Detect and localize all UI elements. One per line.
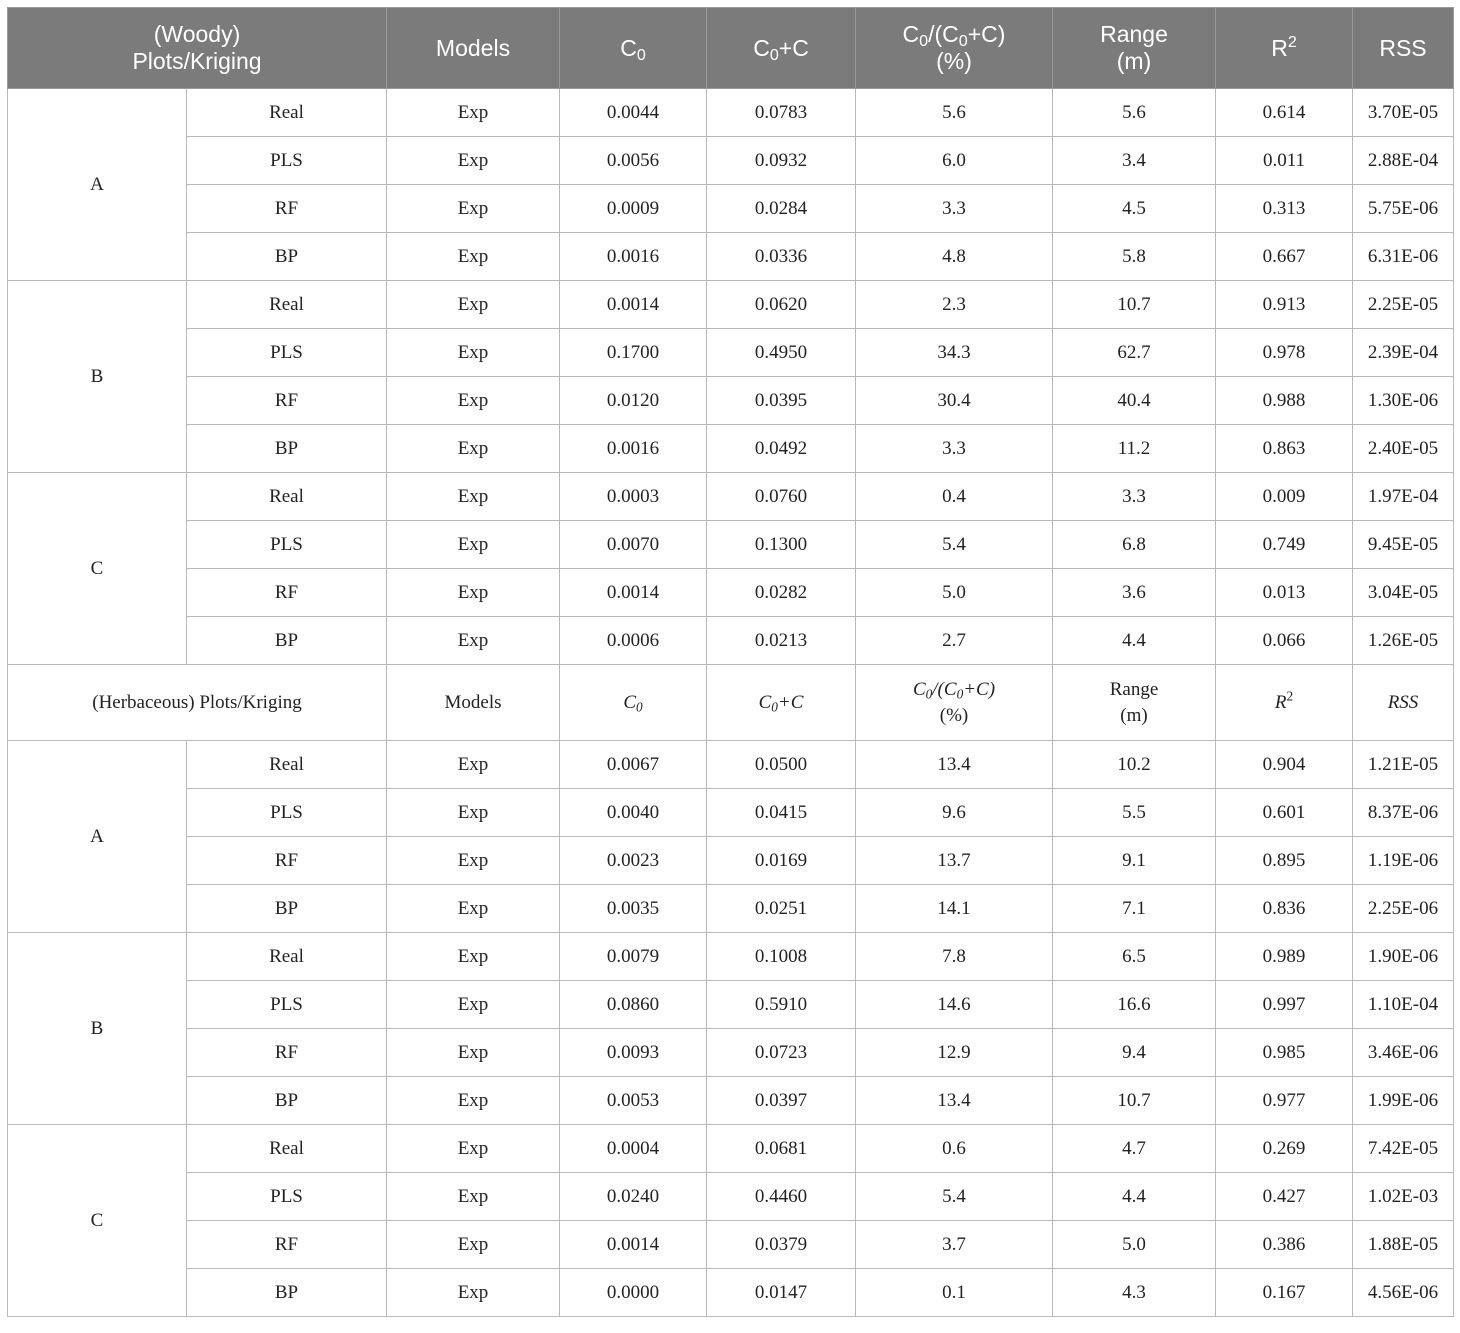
rss-cell: 1.10E-04	[1353, 981, 1454, 1029]
model-cell: Exp	[387, 89, 560, 137]
model-cell: Exp	[387, 185, 560, 233]
c0c-cell: 0.4460	[707, 1173, 856, 1221]
rss-cell: 1.90E-06	[1353, 933, 1454, 981]
model-cell: Exp	[387, 789, 560, 837]
kriging-method-cell: BP	[187, 885, 387, 933]
range-cell: 10.2	[1053, 741, 1216, 789]
table-row	[8, 837, 1454, 885]
plot-label-cell: C	[8, 473, 187, 665]
ratio-cell: 5.4	[856, 521, 1053, 569]
kriging-method-cell: RF	[187, 1221, 387, 1269]
kriging-method-cell: BP	[187, 425, 387, 473]
herb-r2-header: $R^2$	[1216, 665, 1353, 741]
ratio-cell: 5.4	[856, 1173, 1053, 1221]
kriging-method-cell: PLS	[187, 789, 387, 837]
kriging-method-cell: BP	[187, 1077, 387, 1125]
plot-label-cell: B	[8, 281, 187, 473]
r2-cell: 0.989	[1216, 933, 1353, 981]
c0c-cell: 0.0783	[707, 89, 856, 137]
rss-cell: 4.56E-06	[1353, 1269, 1454, 1317]
rss-cell: 1.30E-06	[1353, 377, 1454, 425]
ratio-cell: 0.4	[856, 473, 1053, 521]
r2-cell: 0.386	[1216, 1221, 1353, 1269]
c0-cell: 0.0120	[560, 377, 707, 425]
model-cell: Exp	[387, 377, 560, 425]
rss-cell: 1.99E-06	[1353, 1077, 1454, 1125]
rss-cell: 1.19E-06	[1353, 837, 1454, 885]
range-cell: 5.0	[1053, 1221, 1216, 1269]
table-row	[8, 1269, 1454, 1317]
table-row	[8, 1029, 1454, 1077]
kriging-method-cell: RF	[187, 377, 387, 425]
ratio-cell: 6.0	[856, 137, 1053, 185]
ratio-cell: 13.4	[856, 1077, 1053, 1125]
r2-cell: 0.977	[1216, 1077, 1353, 1125]
range-cell: 4.4	[1053, 617, 1216, 665]
woody-rss-header: RSS	[1353, 8, 1454, 89]
r2-cell: 0.988	[1216, 377, 1353, 425]
rss-cell: 3.04E-05	[1353, 569, 1454, 617]
rss-cell: 2.88E-04	[1353, 137, 1454, 185]
c0c-cell: 0.0932	[707, 137, 856, 185]
table-row	[8, 233, 1454, 281]
range-cell: 40.4	[1053, 377, 1216, 425]
ratio-cell: 2.7	[856, 617, 1053, 665]
table-row	[8, 1173, 1454, 1221]
plot-label-cell: B	[8, 933, 187, 1125]
kriging-method-cell: PLS	[187, 329, 387, 377]
c0-cell: 0.0860	[560, 981, 707, 1029]
table-row	[8, 281, 1454, 329]
range-cell: 3.4	[1053, 137, 1216, 185]
kriging-method-cell: PLS	[187, 521, 387, 569]
rss-cell: 5.75E-06	[1353, 185, 1454, 233]
herb-plots-kriging-header: (Herbaceous) Plots/Kriging	[8, 665, 387, 741]
rss-cell: 1.97E-04	[1353, 473, 1454, 521]
table-row	[8, 933, 1454, 981]
kriging-method-cell: BP	[187, 233, 387, 281]
model-cell: Exp	[387, 1221, 560, 1269]
c0-cell: 0.0079	[560, 933, 707, 981]
range-cell: 5.8	[1053, 233, 1216, 281]
c0c-cell: 0.4950	[707, 329, 856, 377]
r2-cell: 0.667	[1216, 233, 1353, 281]
c0-cell: 0.0000	[560, 1269, 707, 1317]
woody-c0-header: $C_0$	[560, 8, 707, 89]
table-row	[8, 1125, 1454, 1173]
range-cell: 3.6	[1053, 569, 1216, 617]
c0c-cell: 0.0395	[707, 377, 856, 425]
c0c-cell: 0.0282	[707, 569, 856, 617]
table-row	[8, 1077, 1454, 1125]
model-cell: Exp	[387, 569, 560, 617]
c0-cell: 0.0240	[560, 1173, 707, 1221]
c0c-cell: 0.5910	[707, 981, 856, 1029]
plot-label-cell: A	[8, 89, 187, 281]
rss-cell: 2.40E-05	[1353, 425, 1454, 473]
range-cell: 10.7	[1053, 1077, 1216, 1125]
plot-label-cell: C	[8, 1125, 187, 1317]
range-cell: 62.7	[1053, 329, 1216, 377]
model-cell: Exp	[387, 281, 560, 329]
c0-cell: 0.0053	[560, 1077, 707, 1125]
kriging-method-cell: Real	[187, 933, 387, 981]
range-cell: 4.5	[1053, 185, 1216, 233]
r2-cell: 0.066	[1216, 617, 1353, 665]
model-cell: Exp	[387, 1029, 560, 1077]
r2-cell: 0.269	[1216, 1125, 1353, 1173]
model-cell: Exp	[387, 1173, 560, 1221]
c0c-cell: 0.0379	[707, 1221, 856, 1269]
kriging-method-cell: PLS	[187, 1173, 387, 1221]
r2-cell: 0.614	[1216, 89, 1353, 137]
model-cell: Exp	[387, 329, 560, 377]
model-cell: Exp	[387, 137, 560, 185]
c0-cell: 0.0067	[560, 741, 707, 789]
herb-ratio-header: $C_0/(C_0+C)$ (%)	[856, 665, 1053, 741]
kriging-method-cell: PLS	[187, 981, 387, 1029]
woody-ratio-header: $C_0/(C_0+C)$ (%)	[856, 8, 1053, 89]
c0-cell: 0.0014	[560, 569, 707, 617]
rss-cell: 3.70E-05	[1353, 89, 1454, 137]
ratio-cell: 13.4	[856, 741, 1053, 789]
kriging-method-cell: Real	[187, 741, 387, 789]
c0c-cell: 0.0336	[707, 233, 856, 281]
range-cell: 11.2	[1053, 425, 1216, 473]
c0c-cell: 0.0492	[707, 425, 856, 473]
ratio-cell: 14.1	[856, 885, 1053, 933]
table-row	[8, 569, 1454, 617]
ratio-cell: 34.3	[856, 329, 1053, 377]
kriging-method-cell: Real	[187, 1125, 387, 1173]
table-row	[8, 473, 1454, 521]
table-row	[8, 981, 1454, 1029]
kriging-results-table	[7, 7, 1454, 1317]
table-row	[8, 89, 1454, 137]
c0c-cell: 0.0284	[707, 185, 856, 233]
r2-cell: 0.749	[1216, 521, 1353, 569]
table-row	[8, 521, 1454, 569]
rss-cell: 1.02E-03	[1353, 1173, 1454, 1221]
ratio-cell: 0.6	[856, 1125, 1053, 1173]
c0-cell: 0.0014	[560, 1221, 707, 1269]
c0-cell: 0.0044	[560, 89, 707, 137]
c0-cell: 0.0070	[560, 521, 707, 569]
c0c-cell: 0.0723	[707, 1029, 856, 1077]
r2-cell: 0.009	[1216, 473, 1353, 521]
kriging-method-cell: PLS	[187, 137, 387, 185]
c0c-cell: 0.0169	[707, 837, 856, 885]
model-cell: Exp	[387, 473, 560, 521]
r2-cell: 0.836	[1216, 885, 1353, 933]
c0c-cell: 0.0500	[707, 741, 856, 789]
woody-r2-header: $R^2$	[1216, 8, 1353, 89]
rss-cell: 9.45E-05	[1353, 521, 1454, 569]
kriging-method-cell: BP	[187, 1269, 387, 1317]
table-row	[8, 425, 1454, 473]
model-cell: Exp	[387, 885, 560, 933]
rss-cell: 1.21E-05	[1353, 741, 1454, 789]
r2-cell: 0.313	[1216, 185, 1353, 233]
table-row	[8, 1221, 1454, 1269]
c0c-cell: 0.1008	[707, 933, 856, 981]
woody-plots-kriging-header: (Woody) Plots/Kriging	[8, 8, 387, 89]
r2-cell: 0.167	[1216, 1269, 1353, 1317]
rss-cell: 2.25E-05	[1353, 281, 1454, 329]
woody-c0c-header: $C_0+C$	[707, 8, 856, 89]
kriging-method-cell: RF	[187, 185, 387, 233]
model-cell: Exp	[387, 981, 560, 1029]
r2-cell: 0.904	[1216, 741, 1353, 789]
model-cell: Exp	[387, 617, 560, 665]
model-cell: Exp	[387, 837, 560, 885]
ratio-cell: 7.8	[856, 933, 1053, 981]
model-cell: Exp	[387, 1269, 560, 1317]
c0c-cell: 0.0620	[707, 281, 856, 329]
range-cell: 5.6	[1053, 89, 1216, 137]
ratio-cell: 4.8	[856, 233, 1053, 281]
woody-range-header: Range (m)	[1053, 8, 1216, 89]
table-row	[8, 329, 1454, 377]
r2-cell: 0.978	[1216, 329, 1353, 377]
model-cell: Exp	[387, 233, 560, 281]
ratio-cell: 12.9	[856, 1029, 1053, 1077]
table-row	[8, 137, 1454, 185]
r2-cell: 0.913	[1216, 281, 1353, 329]
c0c-cell: 0.0147	[707, 1269, 856, 1317]
range-cell: 9.4	[1053, 1029, 1216, 1077]
table-row	[8, 885, 1454, 933]
c0-cell: 0.0035	[560, 885, 707, 933]
ratio-cell: 5.6	[856, 89, 1053, 137]
c0-cell: 0.0009	[560, 185, 707, 233]
kriging-method-cell: BP	[187, 617, 387, 665]
table-row	[8, 617, 1454, 665]
model-cell: Exp	[387, 1077, 560, 1125]
rss-cell: 2.25E-06	[1353, 885, 1454, 933]
c0c-cell: 0.0681	[707, 1125, 856, 1173]
c0-cell: 0.1700	[560, 329, 707, 377]
ratio-cell: 14.6	[856, 981, 1053, 1029]
c0-cell: 0.0056	[560, 137, 707, 185]
range-cell: 6.5	[1053, 933, 1216, 981]
range-cell: 16.6	[1053, 981, 1216, 1029]
table-row	[8, 185, 1454, 233]
c0c-cell: 0.0397	[707, 1077, 856, 1125]
range-cell: 6.8	[1053, 521, 1216, 569]
c0c-cell: 0.0760	[707, 473, 856, 521]
c0-cell: 0.0023	[560, 837, 707, 885]
herb-c0c-header: $C_0+C$	[707, 665, 856, 741]
range-cell: 4.4	[1053, 1173, 1216, 1221]
ratio-cell: 0.1	[856, 1269, 1053, 1317]
range-cell: 9.1	[1053, 837, 1216, 885]
c0-cell: 0.0016	[560, 233, 707, 281]
r2-cell: 0.013	[1216, 569, 1353, 617]
range-cell: 10.7	[1053, 281, 1216, 329]
model-cell: Exp	[387, 521, 560, 569]
r2-cell: 0.863	[1216, 425, 1353, 473]
range-cell: 7.1	[1053, 885, 1216, 933]
c0c-cell: 0.1300	[707, 521, 856, 569]
kriging-method-cell: Real	[187, 473, 387, 521]
range-cell: 4.3	[1053, 1269, 1216, 1317]
woody-models-header: Models	[387, 8, 560, 89]
rss-cell: 2.39E-04	[1353, 329, 1454, 377]
rss-cell: 7.42E-05	[1353, 1125, 1454, 1173]
c0-cell: 0.0003	[560, 473, 707, 521]
c0c-cell: 0.0213	[707, 617, 856, 665]
ratio-cell: 3.3	[856, 425, 1053, 473]
rss-cell: 1.88E-05	[1353, 1221, 1454, 1269]
herb-models-header: Models	[387, 665, 560, 741]
c0c-cell: 0.0251	[707, 885, 856, 933]
ratio-cell: 3.3	[856, 185, 1053, 233]
table-row	[8, 741, 1454, 789]
c0-cell: 0.0014	[560, 281, 707, 329]
c0-cell: 0.0006	[560, 617, 707, 665]
rss-cell: 8.37E-06	[1353, 789, 1454, 837]
ratio-cell: 30.4	[856, 377, 1053, 425]
kriging-method-cell: RF	[187, 1029, 387, 1077]
model-cell: Exp	[387, 425, 560, 473]
r2-cell: 0.895	[1216, 837, 1353, 885]
kriging-method-cell: RF	[187, 837, 387, 885]
ratio-cell: 5.0	[856, 569, 1053, 617]
range-cell: 5.5	[1053, 789, 1216, 837]
ratio-cell: 3.7	[856, 1221, 1053, 1269]
kriging-method-cell: RF	[187, 569, 387, 617]
plot-label-cell: A	[8, 741, 187, 933]
herb-range-header: Range (m)	[1053, 665, 1216, 741]
kriging-method-cell: Real	[187, 281, 387, 329]
table-row	[8, 377, 1454, 425]
c0-cell: 0.0016	[560, 425, 707, 473]
c0-cell: 0.0040	[560, 789, 707, 837]
woody-header-row	[8, 8, 1454, 89]
range-cell: 3.3	[1053, 473, 1216, 521]
c0c-cell: 0.0415	[707, 789, 856, 837]
model-cell: Exp	[387, 1125, 560, 1173]
table-row	[8, 789, 1454, 837]
model-cell: Exp	[387, 933, 560, 981]
woody-section	[8, 89, 1454, 665]
herb-c0-header: $C_0$	[560, 665, 707, 741]
r2-cell: 0.997	[1216, 981, 1353, 1029]
herb-rss-header: RSS	[1353, 665, 1454, 741]
rss-cell: 1.26E-05	[1353, 617, 1454, 665]
c0-cell: 0.0093	[560, 1029, 707, 1077]
ratio-cell: 2.3	[856, 281, 1053, 329]
range-cell: 4.7	[1053, 1125, 1216, 1173]
model-cell: Exp	[387, 741, 560, 789]
rss-cell: 6.31E-06	[1353, 233, 1454, 281]
c0-cell: 0.0004	[560, 1125, 707, 1173]
ratio-cell: 13.7	[856, 837, 1053, 885]
herbaceous-header-row	[8, 665, 1454, 741]
rss-cell: 3.46E-06	[1353, 1029, 1454, 1077]
r2-cell: 0.011	[1216, 137, 1353, 185]
herbaceous-section	[8, 741, 1454, 1317]
kriging-method-cell: Real	[187, 89, 387, 137]
ratio-cell: 9.6	[856, 789, 1053, 837]
r2-cell: 0.985	[1216, 1029, 1353, 1077]
r2-cell: 0.601	[1216, 789, 1353, 837]
r2-cell: 0.427	[1216, 1173, 1353, 1221]
